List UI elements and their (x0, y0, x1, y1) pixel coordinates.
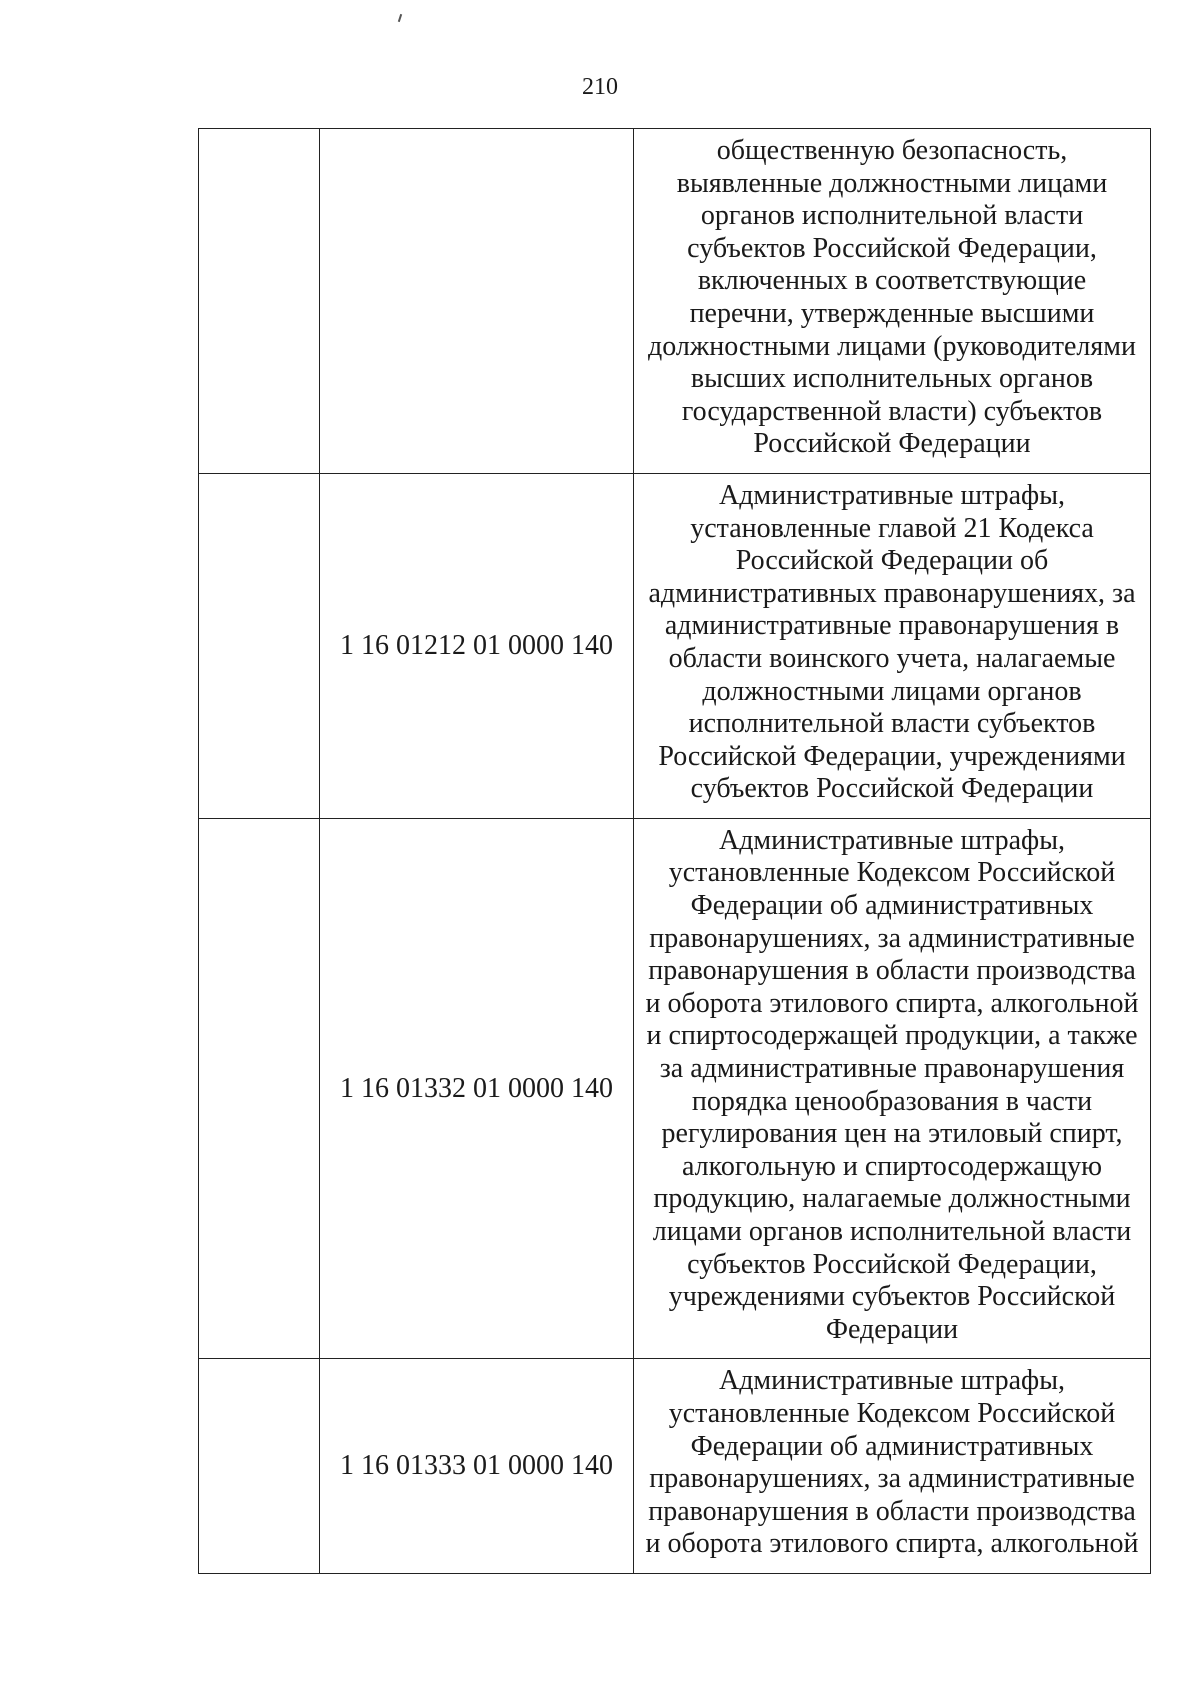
row-index-cell (199, 818, 320, 1359)
description-line: субъектов Российской Федерации, (687, 232, 1097, 264)
description-line: субъектов Российской Федерации (690, 773, 1094, 805)
description-line: выявленные должностными лицами (676, 167, 1108, 199)
description-line: административных правонарушениях, за (648, 577, 1136, 609)
description-line: правонарушениях, за административные (649, 1463, 1135, 1495)
description-line: Административные штрафы, (718, 824, 1066, 856)
description-line: области воинского учета, налагаемые (668, 642, 1116, 674)
revenue-codes-table (198, 128, 1151, 1574)
description-line: за административные правонарушения (659, 1053, 1125, 1085)
table-row (199, 818, 1151, 1359)
description-line: и оборота этилового спирта, алкогольной (645, 1528, 1139, 1560)
description-line: государственной власти) субъектов (681, 395, 1103, 427)
description-line: Российской Федерации (753, 428, 1031, 460)
description-line: включенных в соответствующие (697, 265, 1087, 297)
description-line: и оборота этилового спирта, алкогольной (645, 987, 1139, 1019)
description-line: Российской Федерации об (735, 545, 1049, 577)
description-line: должностными лицами (руководителями (648, 330, 1136, 362)
description-line: административные правонарушения в (664, 610, 1120, 642)
description-line: Федерации об административных (690, 1430, 1094, 1462)
description-cell (634, 473, 1151, 818)
description-line: исполнительной власти субъектов (688, 708, 1096, 740)
revenue-code-cell (320, 129, 634, 474)
row-index-cell (199, 129, 320, 474)
description-line: органов исполнительной власти (700, 200, 1084, 232)
description-line: правонарушения в области производства (648, 1495, 1136, 1527)
table-row (199, 473, 1151, 818)
description-line: Российской Федерации, учреждениями (658, 740, 1126, 772)
description-line: общественную безопасность, (716, 135, 1068, 166)
description-line: Административные штрафы, (718, 479, 1066, 511)
description-cell (634, 1359, 1151, 1574)
description-line: продукцию, налагаемые должностными (653, 1183, 1131, 1215)
description-line: Административные штрафы, (718, 1365, 1066, 1397)
table-row (199, 1359, 1151, 1574)
revenue-code-cell: 1 16 01332 01 0000 140 (320, 818, 634, 1359)
description-cell (634, 129, 1151, 474)
description-cell (634, 818, 1151, 1359)
revenue-code-cell: 1 16 01212 01 0000 140 (320, 473, 634, 818)
description-line: правонарушения в области производства (648, 955, 1136, 987)
row-index-cell (199, 473, 320, 818)
scan-mark (398, 14, 402, 22)
page-number: 210 (582, 74, 618, 100)
table-body (199, 129, 1151, 1574)
row-index-cell (199, 1359, 320, 1574)
description-line: должностными лицами органов (702, 675, 1082, 707)
description-line: установленные Кодексом Российской (668, 857, 1116, 889)
description-line: Федерации (825, 1313, 959, 1345)
revenue-code-cell: 1 16 01333 01 0000 140 (320, 1359, 634, 1574)
table-row (199, 129, 1151, 474)
description-line: установленные главой 21 Кодекса (690, 512, 1094, 544)
description-line: лицами органов исполнительной власти (652, 1216, 1132, 1247)
description-line: установленные Кодексом Российской (668, 1397, 1116, 1429)
description-line: высших исполнительных органов (690, 363, 1094, 395)
description-line: алкогольную и спиртосодержащую (681, 1150, 1102, 1182)
description-line: и спиртосодержащей продукции, а также (646, 1020, 1138, 1052)
description-line: перечни, утвержденные высшими (689, 297, 1095, 329)
description-line: субъектов Российской Федерации, (687, 1248, 1097, 1280)
description-line: порядка ценообразования в части (691, 1085, 1093, 1117)
description-line: регулирования цен на этиловый спирт, (661, 1118, 1123, 1150)
description-line: правонарушениях, за административные (649, 922, 1135, 954)
description-line: Федерации об административных (690, 890, 1094, 922)
description-line: учреждениями субъектов Российской (668, 1281, 1116, 1313)
